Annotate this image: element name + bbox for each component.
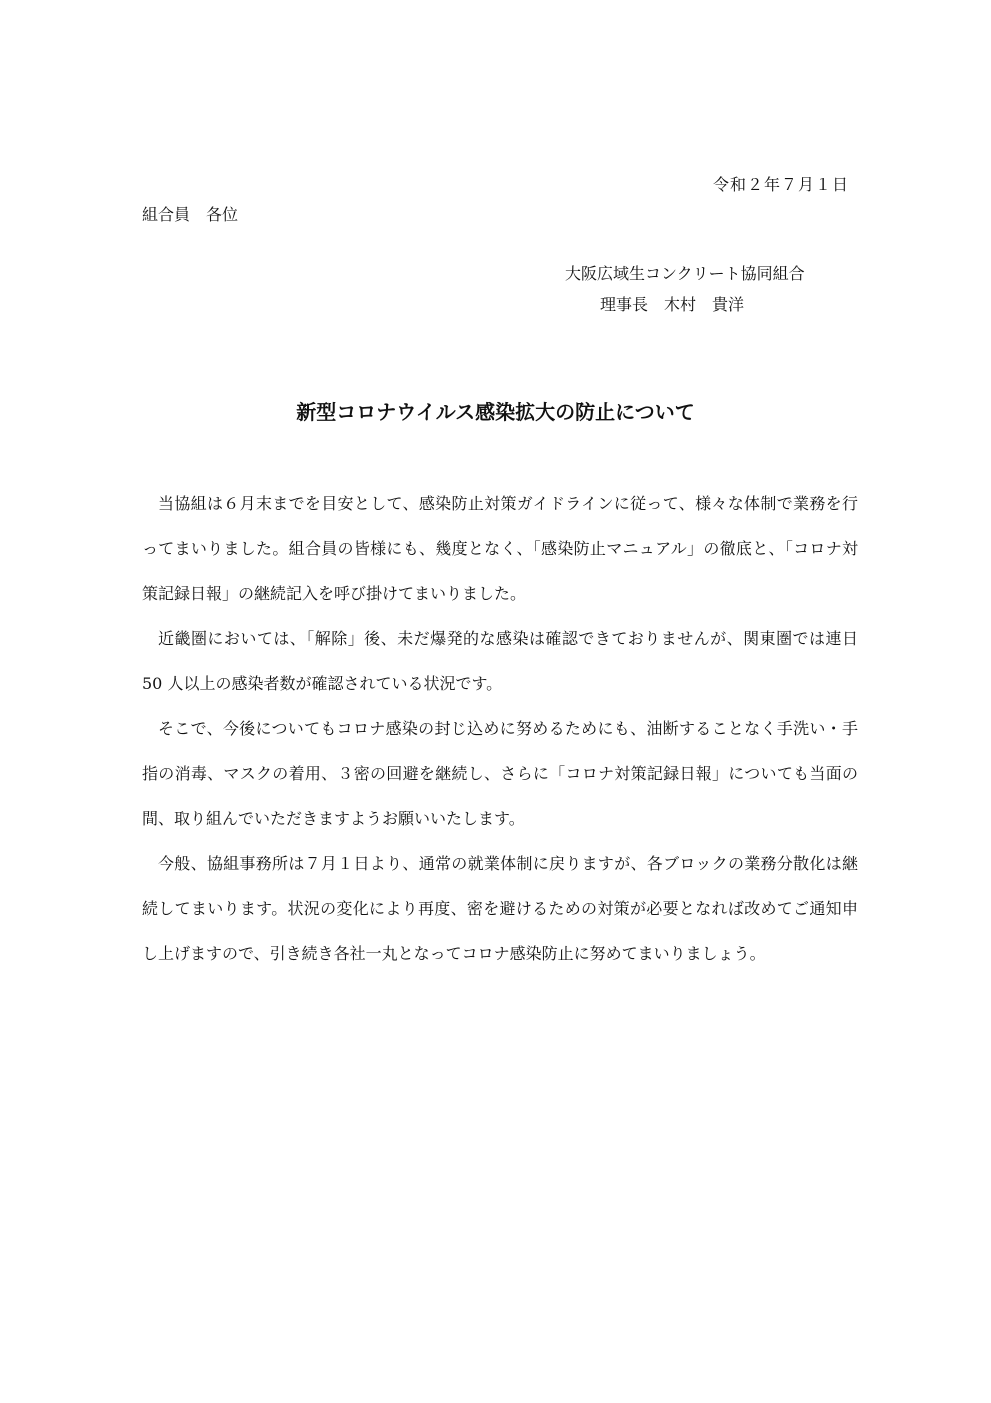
- sender-organization: 大阪広域生コンクリート協同組合: [565, 264, 805, 283]
- body-paragraph: 今般、協組事務所は７月１日より、通常の就業体制に戻りますが、各ブロックの業務分散化は継続してまいります。状況の変化により再度、密を避けるための対策が必要となれば改めてご通知申し上げますので、引き続き各社一丸となってコロナ感染防止に努めてまいりましょう。: [142, 854, 858, 963]
- body-paragraph: 近畿圏においては、「解除」後、未だ爆発的な感染は確認できておりませんが、関東圏では連日 50 人以上の感染者数が確認されている状況です。: [142, 629, 858, 693]
- recipient-line: 組合員 各位: [142, 205, 239, 224]
- body-paragraph: 当協組は６月末までを目安として、感染防止対策ガイドラインに従って、様々な体制で業務を行ってまいりました。組合員の皆様にも、幾度となく、「感染防止マニュアル」の徹底と、「コロナ対策記録日報」の継続記入を呼び掛けてまいりました。: [142, 494, 858, 603]
- body-paragraph: そこで、今後についてもコロナ感染の封じ込めに努めるためにも、油断することなく手洗い・手指の消毒、マスクの着用、３密の回避を継続し、さらに「コロナ対策記録日報」についても当面の間、取り組んでいただきますようお願いいたします。: [142, 719, 858, 828]
- document-body: [142, 481, 858, 976]
- document-date: 令和２年７月１日: [712, 175, 849, 194]
- sender-name: 理事長 木村 貴洋: [600, 295, 745, 314]
- document-title: 新型コロナウイルス感染拡大の防止について: [296, 400, 695, 424]
